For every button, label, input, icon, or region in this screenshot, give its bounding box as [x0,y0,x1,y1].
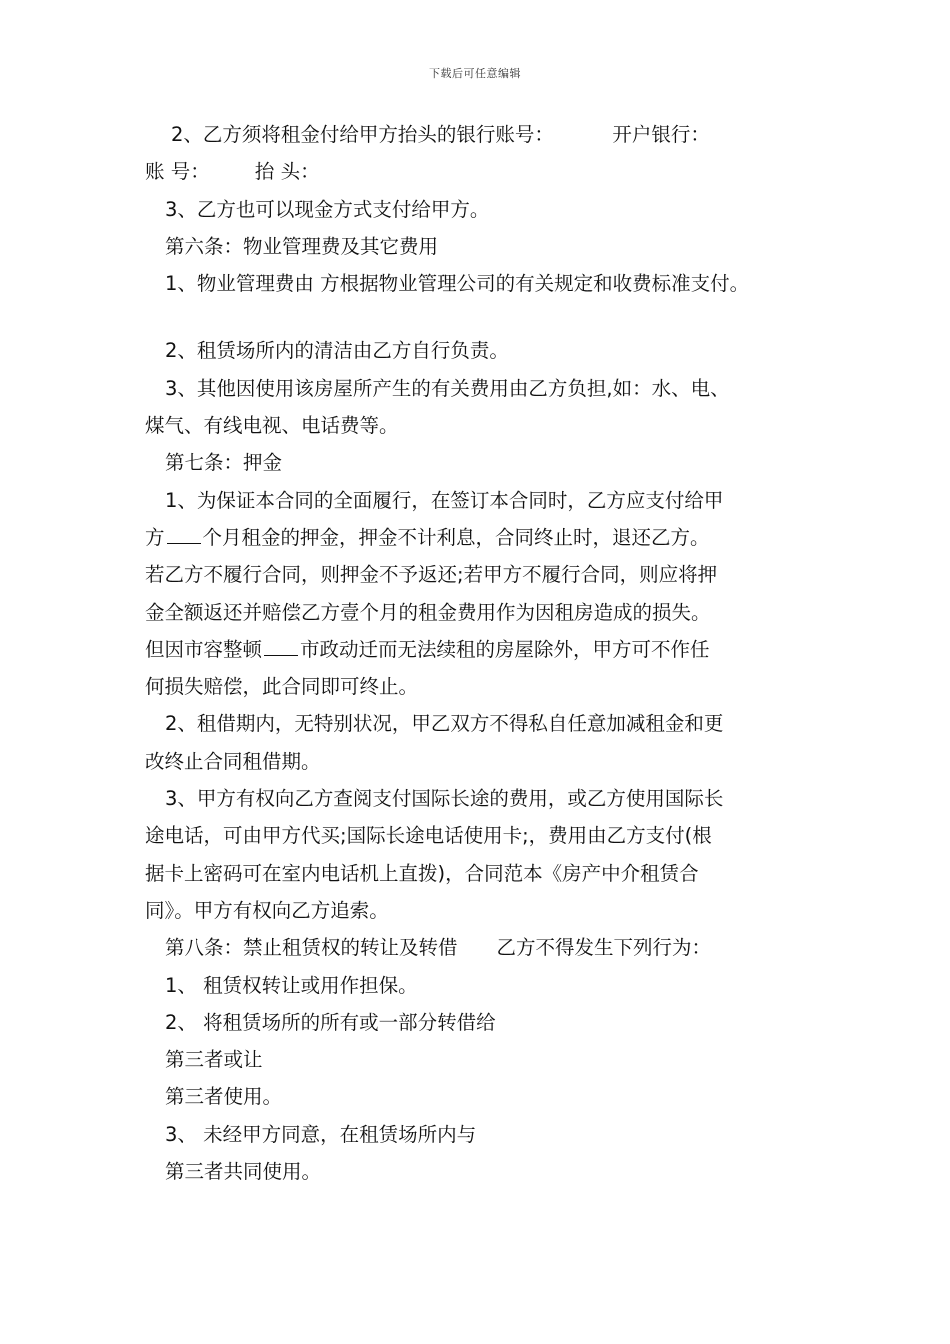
page-header-note: 下载后可任意编辑 [429,67,521,80]
clause-line: 3、其他因使用该房屋所产生的有关费用由乙方负担,如：水、电、 [165,376,730,400]
clause-line: 1、 租赁权转让或用作担保。 [165,973,418,997]
clause-line: 3、乙方也可以现金方式支付给甲方。 [165,197,490,221]
paragraph-gap [145,302,825,332]
clause-line: 1、物业管理费由 方根据物业管理公司的有关规定和收费标准支付。 [165,272,750,296]
clause-text: 方 [145,525,165,549]
contract-body [145,116,825,1190]
clause-line: 据卡上密码可在室内电话机上直拨)，合同范本《房产中介租赁合 [145,861,699,885]
fill-in-blank [264,637,298,656]
clause-line [145,519,825,556]
clause-line: 改终止合同租借期。 [145,749,321,773]
fill-in-blank [167,525,201,544]
clause-line: 第三者或让 [165,1048,263,1072]
clause-line: 途电话，可由甲方代买;国际长途电话使用卡;，费用由乙方支付(根 [145,824,712,848]
clause-line: 第三者使用。 [165,1085,283,1109]
clause-line: 2、 将租赁场所的所有或一部分转借给 [165,1010,496,1034]
section-heading: 第六条：物业管理费及其它费用 [165,234,439,258]
clause-line: 2、租借期内，无特别状况，甲乙双方不得私自任意加减租金和更 [165,712,724,736]
clause-line: 3、 未经甲方同意，在租赁场所内与 [165,1122,477,1146]
clause-line: 2、租赁场所内的清洁由乙方自行负责。 [165,339,509,363]
clause-text: 个月租金的押金，押金不计利息，合同终止时，退还乙方。 [202,525,710,549]
clause-line [145,631,825,668]
clause-text: 市政动迁而无法续租的房屋除外，甲方可不作任 [300,637,710,661]
clause-line: 何损失赔偿，此合同即可终止。 [145,675,419,699]
clause-line: 1、为保证本合同的全面履行，在签订本合同时，乙方应支付给甲 [165,488,724,512]
clause-line: 账 号： 抬 头： [145,160,320,184]
clause-line: 煤气、有线电视、电话费等。 [145,414,399,438]
clause-line: 第三者共同使用。 [165,1160,322,1184]
clause-line: 3、甲方有权向乙方查阅支付国际长途的费用，或乙方使用国际长 [165,787,724,811]
clause-text: 但因市容整顿 [145,637,263,661]
clause-line: 金全额返还并赔偿乙方壹个月的租金费用作为因租房造成的损失。 [145,600,711,624]
section-heading: 第七条：押金 [165,451,283,475]
clause-line: 2、乙方须将租金付给甲方抬头的银行账号： 开户银行： [171,123,710,146]
section-heading: 第八条：禁止租赁权的转让及转借 乙方不得发生下列行为： [165,936,712,960]
clause-line: 若乙方不履行合同，则押金不予返还;若甲方不履行合同，则应将押 [145,563,718,587]
clause-line: 同》。甲方有权向乙方追索。 [145,898,389,922]
